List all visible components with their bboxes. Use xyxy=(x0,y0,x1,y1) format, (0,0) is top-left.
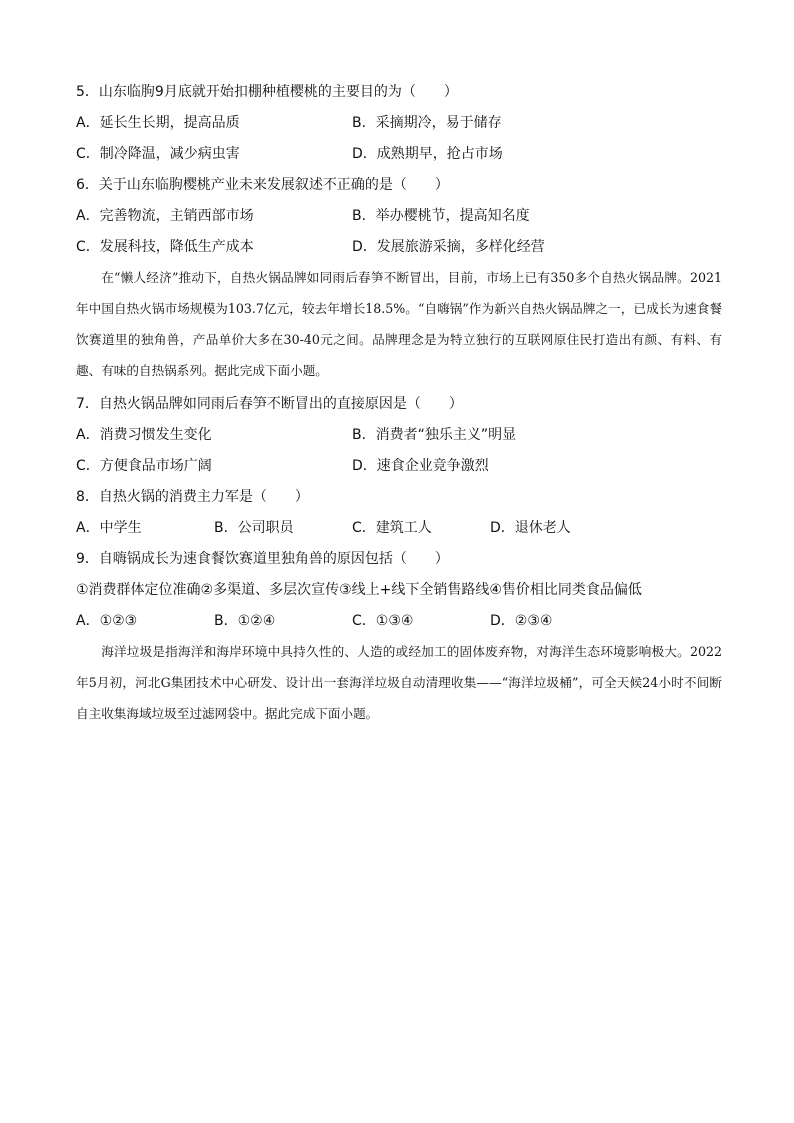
question-6-option-c: C．发展科技，降低生产成本 xyxy=(76,239,254,255)
question-6-options-row-2 xyxy=(76,237,726,257)
question-7-options-row-2 xyxy=(76,456,726,476)
question-5-options-row-2 xyxy=(76,144,726,164)
question-7-option-b: B．消费者“独乐主义”明显 xyxy=(352,427,517,443)
question-8-option-d: D．退休老人 xyxy=(490,520,571,536)
question-9-option-a: A．①②③ xyxy=(76,613,138,629)
question-9-options-row xyxy=(76,611,726,631)
question-5-option-b: B．采摘期冷，易于储存 xyxy=(352,115,502,131)
question-6-option-b: B．举办樱桃节，提高知名度 xyxy=(352,208,530,224)
question-6-options-row-1 xyxy=(76,206,726,226)
question-7-option-c: C．方便食品市场广阔 xyxy=(76,458,212,474)
question-8-option-a: A．中学生 xyxy=(76,520,142,536)
question-9-stem: 9．自嗨锅成长为速食餐饮赛道里独角兽的原因包括（ ） xyxy=(76,551,449,567)
question-8-options-row xyxy=(76,518,726,538)
reading-passage-hotpot: 在“懒人经济”推动下，自热火锅品牌如同雨后春笋不断冒出，目前，市场上已有350多个自热火锅品牌。2021年中国自热火锅市场规模为103.7亿元，较去年增长18.5%。“自嗨锅”作为新兴自热火锅品牌之一，已成长为速食餐饮赛道里的独角兽，产品单价大多在30-40元之间。品牌理念是为特立独行的互联网原住民打造出有颜、有料、有趣、有味的自热锅系列。据此完成下面小题。 xyxy=(76,270,722,378)
question-6-stem: 6．关于山东临朐樱桃产业未来发展叙述不正确的是（ ） xyxy=(76,177,449,193)
question-7-option-d: D．速食企业竞争激烈 xyxy=(352,458,489,474)
question-5-options-row-1 xyxy=(76,113,726,133)
question-9-statements: ①消费群体定位准确②多渠道、多层次宣传③线上+线下全销售路线④售价相比同类食品偏低 xyxy=(76,582,642,598)
question-5-option-d: D．成熟期早，抢占市场 xyxy=(352,146,503,162)
question-9-option-b: B．①②④ xyxy=(214,613,276,629)
question-5-stem: 5．山东临朐9月底就开始扣棚种植樱桃的主要目的为（ ） xyxy=(76,84,458,100)
question-5-option-c: C．制冷降温，减少病虫害 xyxy=(76,146,240,162)
question-6-option-d: D．发展旅游采摘，多样化经营 xyxy=(352,239,545,255)
question-6-option-a: A．完善物流，主销西部市场 xyxy=(76,208,254,224)
question-7-options-row-1 xyxy=(76,425,726,445)
question-7-stem: 7．自热火锅品牌如同雨后春笋不断冒出的直接原因是（ ） xyxy=(76,396,463,412)
reading-passage-ocean-garbage: 海洋垃圾是指海洋和海岸环境中具持久性的、人造的或经加工的固体废弃物，对海洋生态环境影响极大。2022年5月初，河北G集团技术中心研发、设计出一套海洋垃圾自动清理收集——“海洋垃圾桶”，可全天候24小时不间断自主收集海域垃圾至过滤网袋中。据此完成下面小题。 xyxy=(76,644,722,721)
question-8-option-c: C．建筑工人 xyxy=(352,520,432,536)
question-9-option-c: C．①③④ xyxy=(352,613,414,629)
question-5-option-a: A．延长生长期，提高品质 xyxy=(76,115,240,131)
question-9-option-d: D．②③④ xyxy=(490,613,553,629)
question-8-stem: 8．自热火锅的消费主力军是（ ） xyxy=(76,489,309,505)
question-8-option-b: B．公司职员 xyxy=(214,520,294,536)
question-7-option-a: A．消费习惯发生变化 xyxy=(76,427,212,443)
